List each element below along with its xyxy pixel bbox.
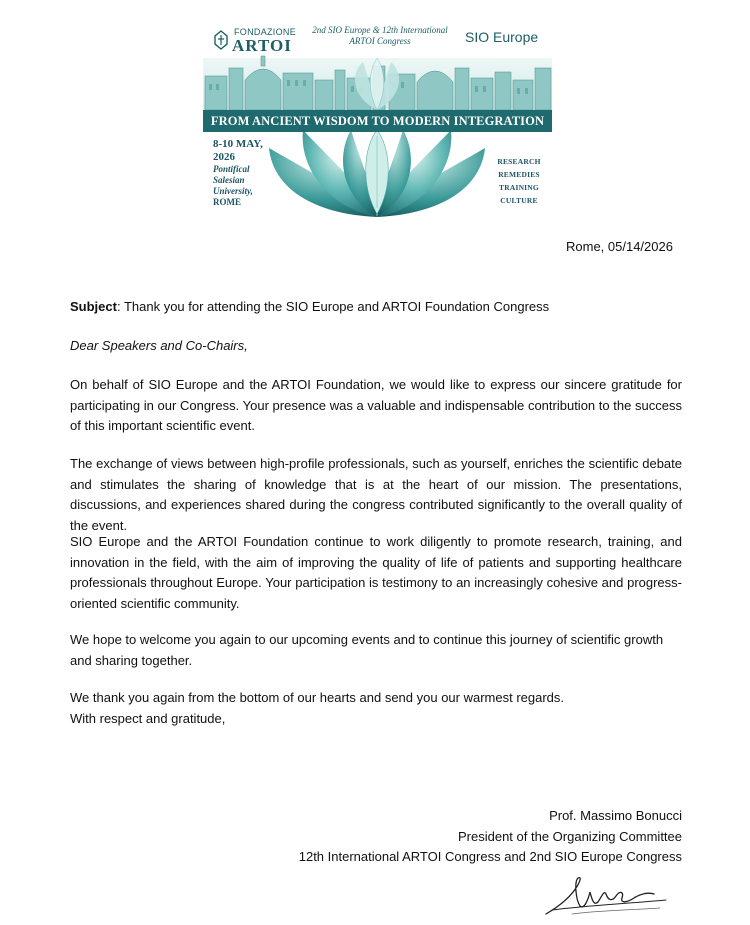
- sio-europe-logo: SIO Europe: [465, 29, 539, 45]
- event-details: [213, 138, 293, 208]
- event-venue-line1: Pontifical: [213, 164, 250, 174]
- signature-block: [299, 806, 682, 868]
- artoi-emblem-icon: [213, 30, 229, 50]
- letter-paragraph: SIO Europe and the ARTOI Foundation continue to work diligently to promote research, training, and innovation in the field, with the aim of improving the quality of life of patients and supporting healthcare professionals throughout Europe. Your participation is testimony to an increasingly cohesive and progress-oriented scientific community.: [70, 534, 682, 611]
- congress-banner: [203, 18, 552, 217]
- event-venue-line3: University,: [213, 186, 253, 196]
- signatory-name: Prof. Massimo Bonucci: [549, 808, 682, 823]
- letter-paragraph: We hope to welcome you again to our upcoming events and to continue this journey of scientific growth and sharing together.: [70, 632, 664, 668]
- letter-date: Rome, 05/14/2026: [566, 239, 673, 254]
- pillar-item: REMEDIES: [498, 170, 540, 179]
- congress-pillars: [491, 155, 547, 207]
- letter-paragraph: On behalf of SIO Europe and the ARTOI Foundation, we would like to express our sincere gratitude for participating in our Congress. Your presence was a valuable and indispensable contribution to the success of this important scientific event.: [70, 377, 682, 433]
- handwritten-signature: [542, 870, 672, 920]
- congress-tagline: FROM ANCIENT WISDOM TO MODERN INTEGRATION: [203, 110, 552, 132]
- event-dates-line2: 2026: [213, 151, 235, 163]
- event-venue-line2: Salesian: [213, 175, 245, 185]
- pillar-item: RESEARCH: [497, 157, 541, 166]
- congress-title: [307, 25, 453, 47]
- closing-line: We thank you again from the bottom of our hearts and send you our warmest regards.: [70, 690, 565, 705]
- event-dates-line1: 8-10 MAY,: [213, 138, 263, 150]
- letter-subject: [70, 297, 682, 318]
- subject-text: : Thank you for attending the SIO Europe and ARTOI Foundation Congress: [116, 299, 550, 314]
- signatory-event: 12th International ARTOI Congress and 2nd SIO Europe Congress: [298, 849, 682, 864]
- foundation-label: FONDAZIONE: [234, 27, 297, 37]
- pillar-item: CULTURE: [500, 196, 538, 205]
- subject-label: Subject: [70, 299, 117, 314]
- congress-title-line1: 2nd SIO Europe & 12th International: [312, 25, 448, 35]
- artoi-foundation-logo: [213, 26, 305, 56]
- letter-closing: [70, 688, 682, 729]
- foundation-name: ARTOI: [232, 36, 292, 55]
- signatory-role: President of the Organizing Committee: [458, 828, 682, 844]
- event-city: ROME: [213, 197, 241, 207]
- letter-paragraph: The exchange of views between high-profile professionals, such as yourself, enriches the scientific debate and stimulates the sharing of knowledge that is at the heart of our mission. The presentations, discussions, and experiences shared during the congress contributed significantly to the overall quality of the event.: [70, 456, 682, 533]
- closing-line: With respect and gratitude,: [70, 710, 226, 726]
- pillar-item: TRAINING: [499, 183, 539, 192]
- congress-title-line2: ARTOI Congress: [349, 36, 411, 46]
- letter-greeting: Dear Speakers and Co-Chairs,: [70, 338, 248, 353]
